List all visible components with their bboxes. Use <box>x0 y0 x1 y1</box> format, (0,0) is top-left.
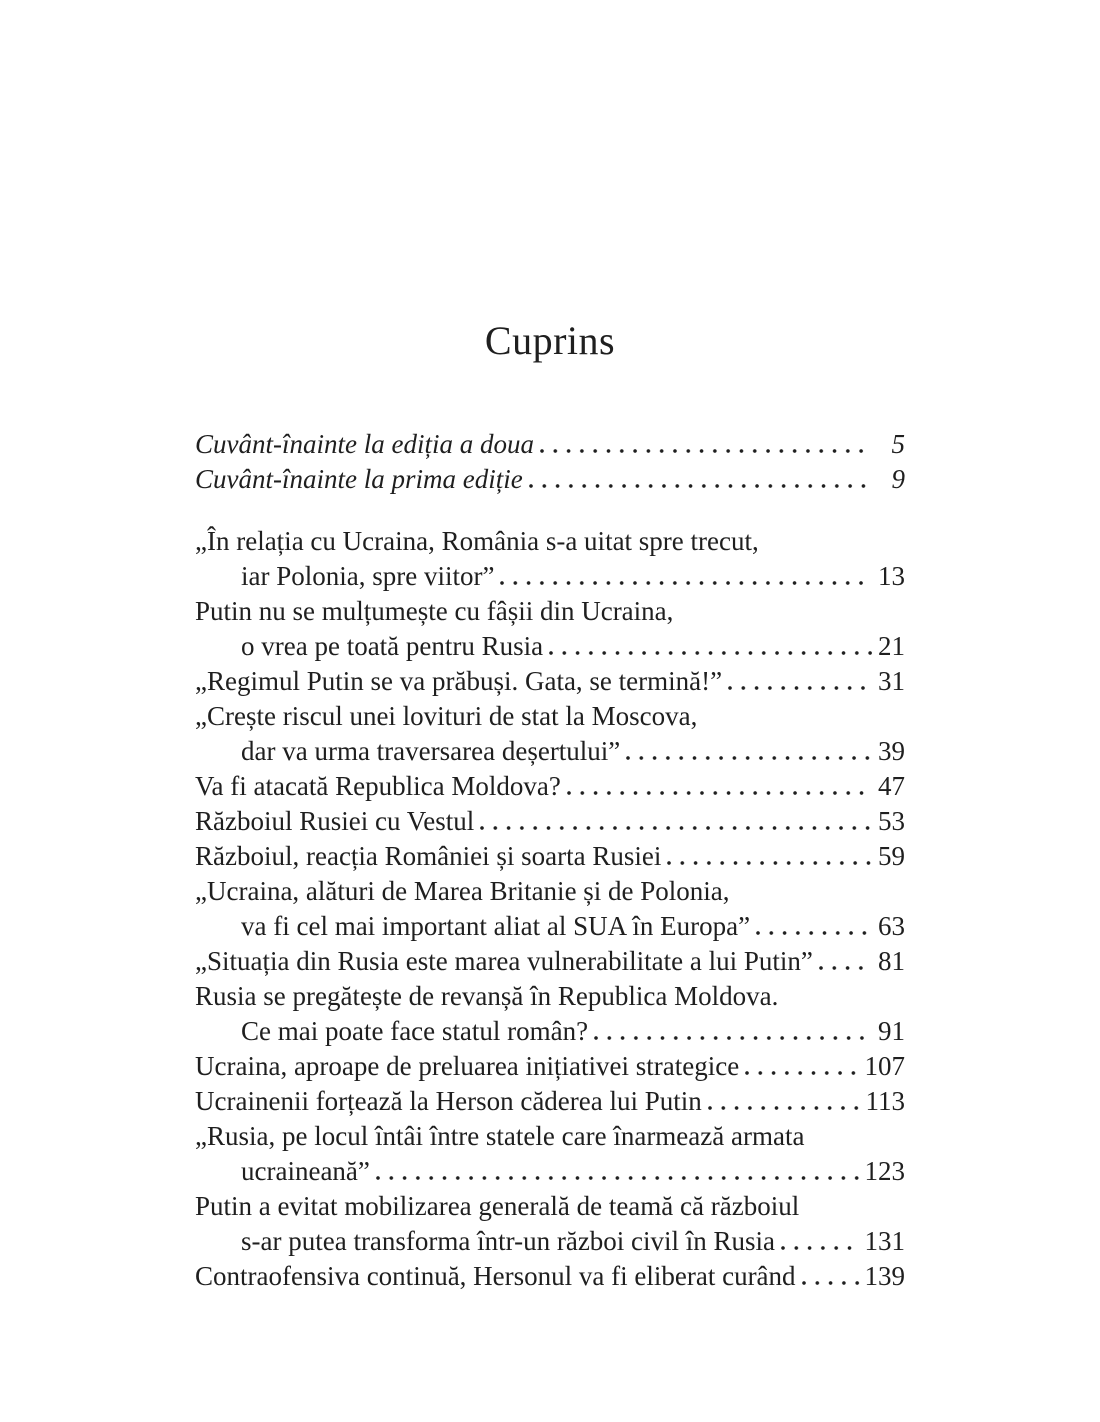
dot-leader <box>708 1106 861 1110</box>
toc-entry-line <box>195 1154 905 1189</box>
toc-entry <box>195 524 905 594</box>
toc-page-number: 13 <box>878 561 905 591</box>
toc-page-number: 81 <box>878 946 905 976</box>
toc-page-number: 59 <box>878 841 905 871</box>
toc-entry-title: Războiul Rusiei cu Vestul <box>195 806 475 836</box>
toc-page-number: 107 <box>864 1051 905 1081</box>
toc-page-number: 21 <box>878 631 905 661</box>
toc-entry-line <box>195 559 905 594</box>
toc-entry-line <box>195 944 905 979</box>
toc-entry-line <box>195 427 905 462</box>
toc-entry-line <box>195 804 905 839</box>
toc-entry-line <box>195 874 905 909</box>
dot-leader <box>480 826 872 830</box>
dot-leader <box>594 1036 872 1040</box>
toc-entry <box>195 699 905 769</box>
dot-leader <box>567 791 872 795</box>
toc-entry-title: „Crește riscul unei lovituri de stat la Moscova, <box>195 701 698 731</box>
toc-entry <box>195 594 905 664</box>
toc-entry-title: Putin a evitat mobilizarea generală de teamă că războiul <box>195 1191 800 1221</box>
toc-page-number: 91 <box>878 1016 905 1046</box>
dot-leader <box>745 1071 859 1075</box>
dot-leader <box>549 651 872 655</box>
toc-entry-line <box>195 1119 905 1154</box>
toc-entry-title: Putin nu se mulțumește cu fâșii din Ucraina, <box>195 596 674 626</box>
toc-entry-title: Contraofensiva continuă, Hersonul va fi eliberat curând <box>195 1261 796 1291</box>
toc-page-number: 123 <box>864 1156 905 1186</box>
toc-entry-title: Rusia se pregătește de revanșă în Republica Moldova. <box>195 981 779 1011</box>
toc-entry-line <box>195 1259 905 1294</box>
toc-page-number: 9 <box>891 464 905 494</box>
toc-entry-line <box>195 1014 905 1049</box>
toc-entry-title: s-ar putea transforma într-un război civil în Rusia <box>241 1226 776 1256</box>
dot-leader <box>756 931 872 935</box>
toc-entry <box>195 462 905 497</box>
toc-page-number: 63 <box>878 911 905 941</box>
toc-entry <box>195 979 905 1049</box>
toc-entry-title: Va fi atacată Republica Moldova? <box>195 771 561 801</box>
toc-entry <box>195 804 905 839</box>
toc-page-number: 39 <box>878 736 905 766</box>
toc-entry-title: „Rusia, pe locul întâi între statele care înarmează armata <box>195 1121 805 1151</box>
toc-entry-title: iar Polonia, spre viitor” <box>241 561 495 591</box>
dot-leader <box>529 484 872 488</box>
toc-entry-title: o vrea pe toată pentru Rusia <box>241 631 544 661</box>
dot-leader <box>667 861 872 865</box>
toc-entry <box>195 944 905 979</box>
toc-page-number: 139 <box>864 1261 905 1291</box>
toc-entry <box>195 769 905 804</box>
toc-page-number: 47 <box>878 771 905 801</box>
toc-entry-title: Cuvânt-înainte la prima ediție <box>195 464 523 494</box>
dot-leader <box>626 756 872 760</box>
toc-entry-title: Războiul, reacția României și soarta Rusiei <box>195 841 662 871</box>
toc-entry-line <box>195 839 905 874</box>
toc-entry-title: Cuvânt-înainte la ediția a doua <box>195 429 534 459</box>
toc-entry-line <box>195 699 905 734</box>
toc-entry <box>195 1084 905 1119</box>
toc-page-number: 113 <box>865 1086 905 1116</box>
toc-entry-line <box>195 629 905 664</box>
dot-leader <box>500 581 872 585</box>
toc-entry <box>195 1119 905 1189</box>
dot-leader <box>781 1246 859 1250</box>
toc-entry-line <box>195 524 905 559</box>
toc-entry-title: „În relația cu Ucraina, România s-a uitat spre trecut, <box>195 526 759 556</box>
dot-leader <box>728 686 872 690</box>
toc-entry <box>195 1049 905 1084</box>
toc-entry-line <box>195 462 905 497</box>
toc-entry <box>195 664 905 699</box>
page-title: Cuprins <box>484 318 616 363</box>
dot-leader <box>819 966 872 970</box>
toc-entry-line <box>195 769 905 804</box>
dot-leader <box>540 449 872 453</box>
toc-page-number: 5 <box>891 429 905 459</box>
toc-entry-title: Ucraina, aproape de preluarea inițiativei strategice <box>195 1051 740 1081</box>
toc-page-number: 31 <box>878 666 905 696</box>
toc-entry <box>195 874 905 944</box>
toc-entry-title: ucraineană” <box>241 1156 370 1186</box>
toc-entry-title: Ce mai poate face statul român? <box>241 1016 589 1046</box>
toc-entry <box>195 1259 905 1294</box>
toc-entry-line <box>195 1189 905 1224</box>
toc-entry <box>195 427 905 462</box>
dot-leader <box>802 1281 860 1285</box>
toc-entry-title: „Situația din Rusia este marea vulnerabilitate a lui Putin” <box>195 946 813 976</box>
toc-page-number: 131 <box>864 1226 905 1256</box>
toc-page-number: 53 <box>878 806 905 836</box>
toc-entry-line <box>195 909 905 944</box>
toc-entry-line <box>195 1084 905 1119</box>
toc-entry-line <box>195 1049 905 1084</box>
toc-entry-title: dar va urma traversarea deșertului” <box>241 736 621 766</box>
toc-entry <box>195 839 905 874</box>
toc-entry-title: „Regimul Putin se va prăbuși. Gata, se termină!” <box>195 666 723 696</box>
toc-entry-line <box>195 979 905 1014</box>
toc-entry <box>195 1189 905 1259</box>
toc-entry-title: Ucrainenii forțează la Herson căderea lui Putin <box>195 1086 702 1116</box>
toc-entry-title: va fi cel mai important aliat al SUA în Europa” <box>241 911 751 941</box>
contents-page <box>195 317 905 1294</box>
toc-entry-line <box>195 1224 905 1259</box>
table-of-contents <box>195 427 905 1294</box>
toc-entry-line <box>195 734 905 769</box>
toc-entry-title: „Ucraina, alături de Marea Britanie și de Polonia, <box>195 876 730 906</box>
toc-entry-line <box>195 664 905 699</box>
toc-entry-line <box>195 594 905 629</box>
dot-leader <box>376 1176 860 1180</box>
